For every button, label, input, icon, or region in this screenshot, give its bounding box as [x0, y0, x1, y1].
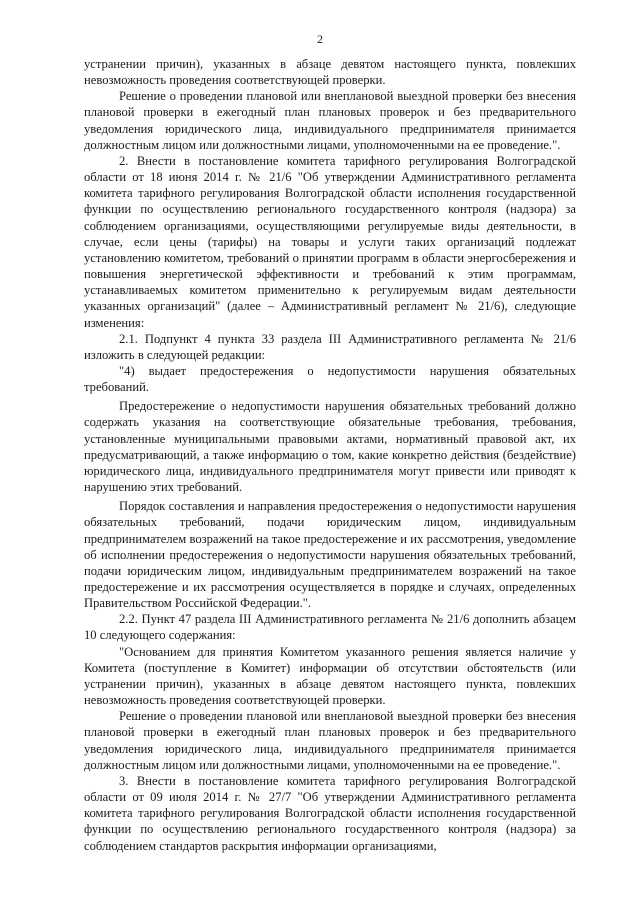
paragraph-10: Решение о проведении плановой или внеплановой выездной проверки без внесения плановой проверки в ежегодный план плановых проверок и без предварительного уведомления юридического лица, индивидуального предпринимателя принимается должностным лицом или должностными лицами, уполномоченными на ее проведение.". — [84, 709, 576, 772]
paragraph-11: 3. Внести в постановление комитета тарифного регулирования Волгоградской области от 09 июля 2014 г. № 27/7 "Об утверждении Административного регламента комитета тарифного регулирования Волгоградской области исполнения государственной функции по осуществлению регионального государственного контроля (надзора) за соблюдением стандартов раскрытия информации организациями, — [84, 773, 576, 853]
paragraph-5: "4) выдает предостережения о недопустимости нарушения обязательных требований. — [84, 363, 576, 395]
paragraph-2: Решение о проведении плановой или внеплановой выездной проверки без внесения плановой проверки в ежегодный план плановых проверок и без предварительного уведомления юридического лица, индивидуального предпринимателя принимается должностным лицом или должностными лицами, уполномоченными на ее проведение.". — [84, 89, 576, 152]
paragraph-8: 2.2. Пункт 47 раздела III Административного регламента № 21/6 дополнить абзацем 10 следующего содержания: — [84, 612, 576, 643]
paragraph-1: устранении причин), указанных в абзаце девятом настоящего пункта, повлекших невозможность проведения соответствующей проверки. — [84, 57, 576, 88]
paragraph-4: 2.1. Подпункт 4 пункта 33 раздела III Административного регламента № 21/6 изложить в следующей редакции: — [84, 331, 576, 362]
paragraph-9: "Основанием для принятия Комитетом указанного решения является наличие у Комитета (поступление в Комитет) информации об отсутствии обстоятельств (или устранении причин), указанных в абзаце девятом настоящего пункта, повлекших невозможность проведения соответствующей проверки. — [84, 644, 576, 708]
page-number: 2 — [317, 32, 323, 46]
paragraph-3: 2. Внести в постановление комитета тарифного регулирования Волгоградской области от 18 июня 2014 г. № 21/6 "Об утверждении Административного регламента комитета тарифного регулирования Волгоградской области исполнения государственной функции по осуществлению регионального государственного контроля (надзора) за соблюдением организациями, осуществляющими регулируемые виды деятельности, в случае, если цены (тарифы) на товары и услуги таких организаций подлежат установлению комитетом, требований о принятии программ в области энергосбережения и повышения энергетической эффективности и требований к этим программам, устанавливаемых комитетом применительно к регулируемым видам деятельности указанных организаций" (далее – Административный регламент № 21/6), следующие изменения: — [84, 153, 576, 330]
paragraph-6: Предостережение о недопустимости нарушения обязательных требований должно содержать указания на соответствующие обязательные требования, требования, установленные муниципальными правовыми актами, нормативный правовой акт, их предусматривающий, а также информацию о том, какие конкретно действия (бездействие) юридического лица, индивидуального предпринимателя могут привести или приводят к нарушению этих требований. — [84, 399, 576, 495]
paragraph-7: Порядок составления и направления предостережения о недопустимости нарушения обязательных требований, подачи юридическим лицом, индивидуальным предпринимателем возражений на такое предостережение и их рассмотрения, уведомление об исполнении предостережения о недопустимости нарушения обязательных требований, подачи юридическим лицом, индивидуальным предпринимателем возражений на такое предостережение и их рассмотрения осуществляется в порядке и случаях, определенных Правительством Российской Федерации.". — [84, 499, 576, 611]
document-body — [84, 56, 576, 854]
